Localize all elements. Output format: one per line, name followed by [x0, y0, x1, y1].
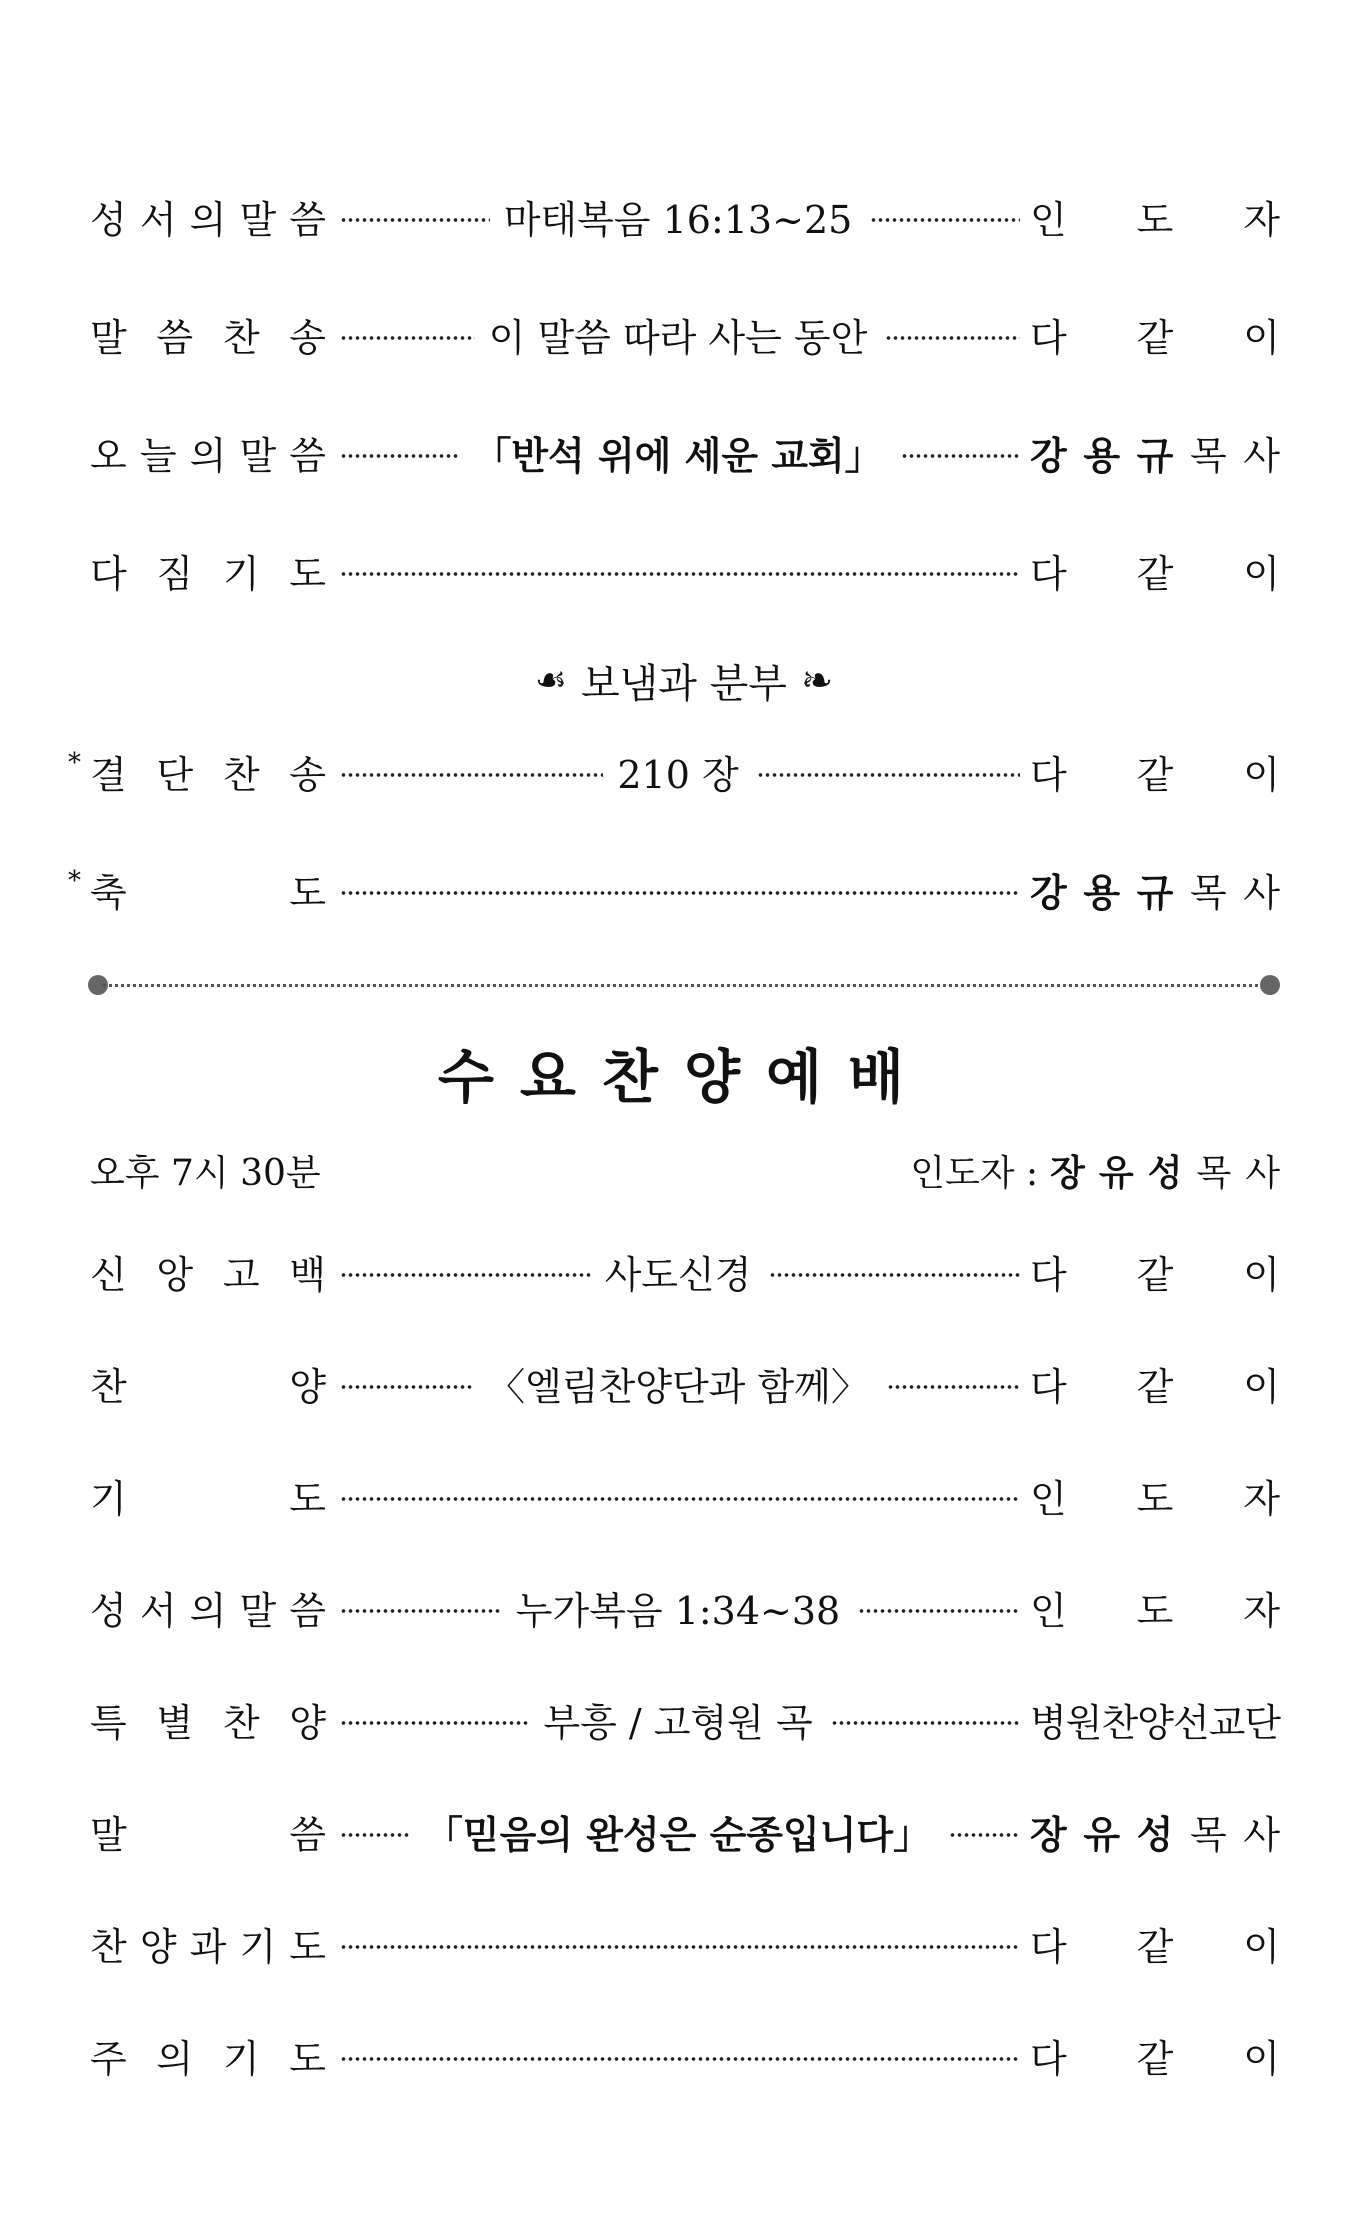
row-label: 성 서 의 말 씀: [90, 198, 326, 242]
leader-dots: [340, 1605, 502, 1617]
row-label: 찬 양 과 기 도: [90, 1925, 326, 1969]
row-leader: 강 용 규 목 사: [1030, 871, 1280, 915]
sermon-title: 「믿음의 완성은 순종입니다」: [424, 1813, 932, 1857]
leader-dots: [858, 1605, 1020, 1617]
ornament-right-icon: ☙: [800, 659, 834, 701]
row-leader: 병원찬양선교단: [1030, 1701, 1281, 1745]
row-label: 말 씀: [90, 1813, 326, 1857]
order-row-scripture: [90, 180, 1280, 260]
leader-dots: [340, 1493, 1020, 1505]
row-leader: 인 도 자: [1030, 1477, 1280, 1521]
row-content: 부흥 / 고형원 곡: [543, 1701, 813, 1745]
row-leader: 다 같 이: [1030, 1365, 1280, 1409]
row-label: 성 서 의 말 씀: [90, 1589, 326, 1633]
leader-dots: [885, 332, 1020, 344]
sermon-title: 「반석 위에 세운 교회」: [473, 434, 883, 478]
leader-dots: [949, 1829, 1020, 1841]
leader-dots: [340, 2053, 1020, 2065]
row-label: 말 씀 찬 송: [90, 316, 326, 360]
row-leader: 강 용 규 목 사: [1030, 434, 1280, 478]
service-time: 오후 7시 30분: [90, 1152, 321, 1194]
leader-dots: [340, 450, 459, 462]
leader-dots: [340, 214, 490, 226]
order-row-sermon-wed: [90, 1795, 1280, 1875]
row-label: 기 도: [90, 1477, 326, 1521]
section-heading-text: 보냄과 분부: [581, 660, 787, 707]
order-row-sermon: [90, 416, 1280, 496]
leader-dots: [901, 450, 1020, 462]
service-title: 수요찬양예배: [437, 1043, 931, 1111]
leader-dots: [340, 887, 1020, 899]
leader-dots: [831, 1717, 1020, 1729]
row-leader: 인 도 자: [1030, 198, 1280, 242]
row-leader: 다 같 이: [1030, 2037, 1280, 2081]
divider-line: [102, 984, 1266, 987]
order-row-response-hymn: [90, 298, 1280, 378]
row-leader: 다 같 이: [1030, 552, 1280, 596]
order-row-praise-prayer: [90, 1907, 1280, 1987]
row-label: 특 별 찬 양: [90, 1701, 326, 1745]
leader-dots: [340, 1717, 529, 1729]
row-leader: 다 같 이: [1030, 1253, 1280, 1297]
row-leader: 장 유 성 목 사: [1030, 1813, 1280, 1857]
row-leader: 다 같 이: [1030, 1925, 1280, 1969]
row-label: 주 의 기 도: [90, 2037, 326, 2081]
row-content: 210 장: [617, 753, 739, 797]
order-row-lords-prayer: [90, 2019, 1280, 2099]
leader-dots: [769, 1269, 1020, 1281]
order-row-praise: [90, 1347, 1280, 1427]
leader-dots: [340, 1269, 591, 1281]
leader-dots: [340, 332, 475, 344]
order-row-special-praise: [90, 1683, 1280, 1763]
ornament-left-icon: ☙: [534, 659, 568, 701]
row-label: 신 앙 고 백: [90, 1253, 326, 1297]
row-content: 이 말씀 따라 사는 동안: [488, 316, 868, 360]
leader-dots: [340, 1829, 411, 1841]
leader-dots: [887, 1381, 1020, 1393]
service-leader: 인도자 : 장 유 성 목 사: [910, 1145, 1280, 1196]
section-heading: [0, 650, 1368, 710]
row-leader: 인 도 자: [1030, 1589, 1281, 1633]
order-row-benediction: [68, 853, 1280, 933]
leader-dots: [340, 1941, 1020, 1953]
leader-dots: [340, 1381, 473, 1393]
row-label: 오 늘 의 말 씀: [90, 434, 326, 478]
order-row-closing-hymn: [68, 735, 1281, 815]
row-label: 다 짐 기 도: [90, 552, 326, 596]
order-row-resolution-prayer: [90, 534, 1280, 614]
row-content: 사도신경: [604, 1253, 752, 1297]
leader-dots: [340, 568, 1020, 580]
leader-dots: [757, 769, 1020, 781]
leader-dots: [340, 769, 603, 781]
service-info: [90, 1140, 1280, 1200]
row-leader: 다 같 이: [1030, 753, 1281, 797]
row-content: 〈엘림찬양단과 함께〉: [487, 1365, 869, 1409]
section-divider: [88, 975, 1280, 995]
divider-end-dot: [1260, 975, 1280, 995]
row-leader: 다 같 이: [1030, 316, 1281, 360]
row-label: 찬 양: [90, 1365, 326, 1409]
leader-dots: [870, 214, 1020, 226]
row-content: 마태복음 16:13~25: [503, 198, 853, 242]
row-label: * 축 도: [68, 866, 326, 915]
leader-label: 인도자 :: [910, 1152, 1039, 1194]
order-row-scripture-wed: [90, 1571, 1280, 1651]
order-row-prayer: [90, 1459, 1280, 1539]
order-row-creed: [90, 1235, 1280, 1315]
row-content: 누가복음 1:34~38: [515, 1589, 841, 1633]
row-label: * 결 단 찬 송: [68, 748, 326, 797]
